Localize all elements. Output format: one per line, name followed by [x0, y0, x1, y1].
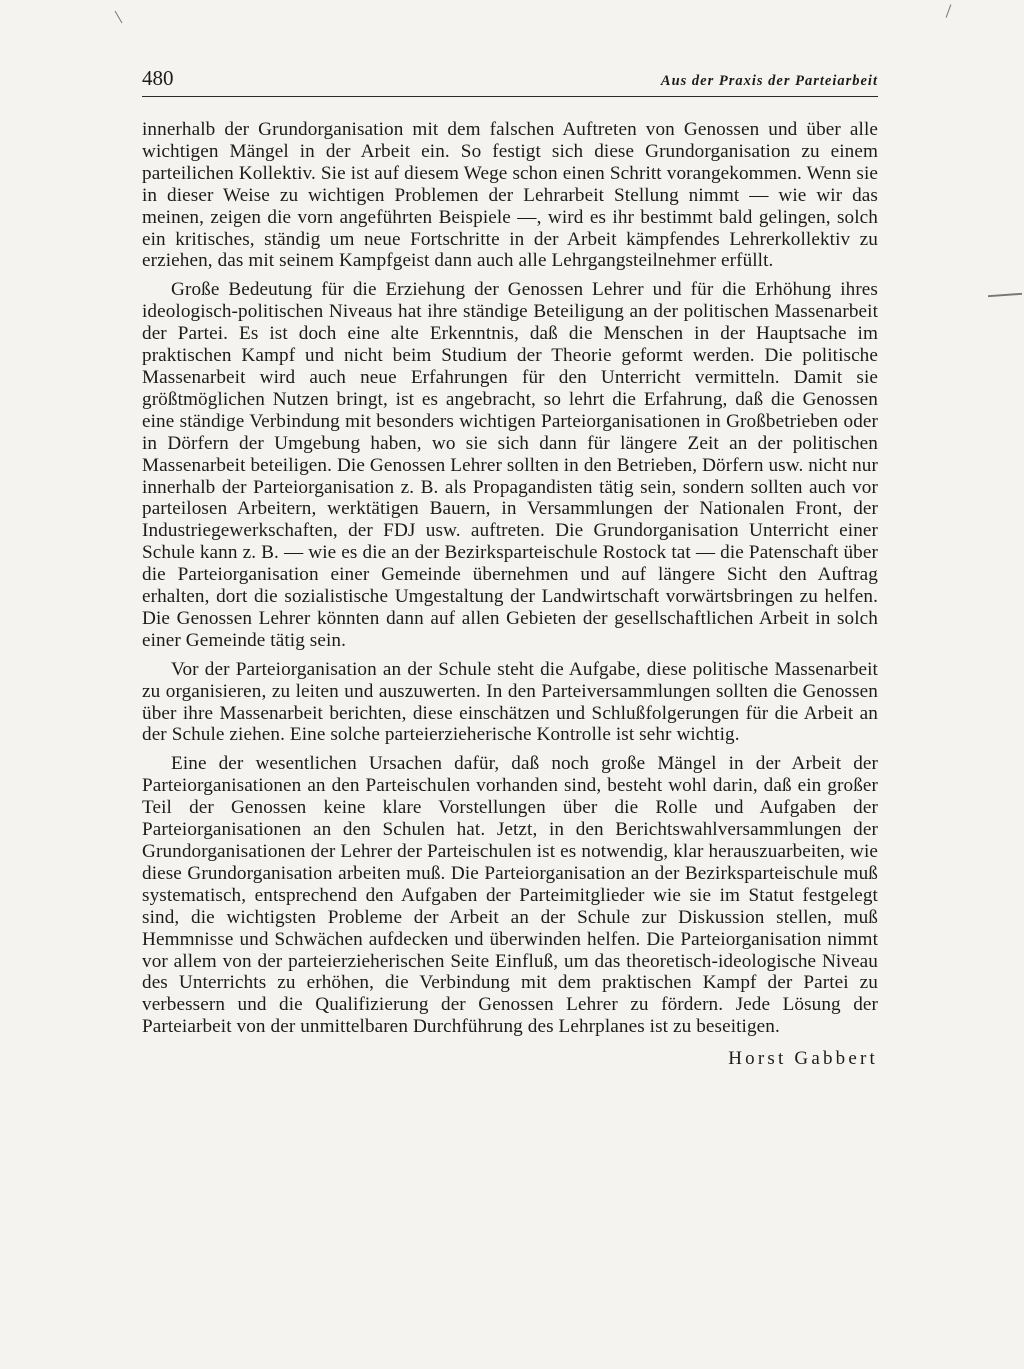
document-page: [142, 66, 878, 1070]
paragraph-3: Vor der Parteiorganisation an der Schule steht die Aufgabe, diese politische Massenarbeit zu organisieren, zu leiten und auszuwerten. In den Parteiversammlungen sollten die Genossen über ihre Massenarbeit berichten, diese einschätzen und Schlußfolgerungen für die Arbeit an der Schule ziehen. Eine solche parteierzieherische Kontrolle ist sehr wichtig.: [142, 658, 878, 746]
paragraph-1: innerhalb der Grundorganisation mit dem falschen Auftreten von Genossen und über alle wichtigen Mängel in der Arbeit ein. So festigt sich diese Grundorganisation zu einem parteilichen Kollektiv. Sie ist auf diesem Wege schon einen Schritt vorangekommen. Wenn sie in dieser Weise zu wichtigen Problemen der Lehrarbeit Stellung nimmt — wie wir das meinen, zeigen die vorn angeführten Beispiele —, wird es ihr bestimmt bald gelingen, solch ein kritisches, ständig um neue Fortschritte in der Arbeit kämpfendes Lehrerkollektiv zu erziehen, das mit seinem Kampfgeist dann auch alle Lehrgangsteilnehmer erfüllt.: [142, 119, 878, 272]
scan-mark: [988, 293, 1022, 297]
paragraph-2: Große Bedeutung für die Erziehung der Genossen Lehrer und für die Erhöhung ihres ideologisch-politischen Niveaus hat ihre ständige Beteiligung an der politischen Massenarbeit der Partei. Es ist doch eine alte Erkenntnis, daß die Menschen in der Hauptsache im praktischen Kampf und nicht beim Studium der Theorie geformt werden. Die politische Massenarbeit wird auch neue Erfahrungen für den Unterricht vermitteln. Damit sie größtmöglichen Nutzen bringt, ist es angebracht, so lehrt die Erfahrung, daß die Genossen eine ständige Verbindung mit besonders wichtigen Parteiorganisationen in Großbetrieben oder in Dörfern der Umgebung haben, wo sie sich dann für längere Zeit an der politischen Massenarbeit beteiligen. Die Genossen Lehrer sollten in den Betrieben, Dörfern usw. nicht nur innerhalb der Parteiorganisation z. B. als Propagandisten tätig sein, sondern sollten auch vor parteilosen Arbeitern, werktätigen Bauern, in Versammlungen der Nationalen Front, der Industriegewerkschaften, der FDJ usw. auftreten. Die Grundorganisation Unterricht einer Schule kann z. B. — wie es die an der Bezirksparteischule Rostock tat — die Patenschaft über die Parteiorganisation einer Gemeinde übernehmen und auf längere Sicht den Auftrag erhalten, dort die sozialistische Umgestaltung der Landwirtschaft vorwärtsbringen zu helfen. Die Genossen Lehrer könnten dann auf allen Gebieten der gesellschaftlichen Arbeit in solch einer Gemeinde tätig sein.: [142, 279, 878, 651]
article-body: [142, 119, 878, 1038]
author-signature: Horst Gabbert: [728, 1048, 878, 1070]
scan-mark: [115, 11, 123, 24]
running-head: Aus der Praxis der Parteiarbeit: [660, 73, 878, 89]
paragraph-4: Eine der wesentlichen Ursachen dafür, daß noch große Mängel in der Arbeit der Parteiorganisationen an den Parteischulen vorhanden sind, besteht wohl darin, daß ein großer Teil der Genossen keine klare Vorstellungen über die Rolle und Aufgaben der Parteiorganisationen an den Schulen hat. Jetzt, in den Berichtswahlversammlungen der Grundorganisationen der Lehrer der Parteischulen ist es notwendig, klar herauszuarbeiten, wie diese Grundorganisation arbeiten muß. Die Parteiorganisation an der Bezirksparteischule muß systematisch, entsprechend den Aufgaben der Parteimitglieder wie sie im Statut festgelegt sind, die wichtigsten Probleme der Arbeit an der Schule zur Diskussion stellen, muß Hemmnisse und Schwächen aufdecken und überwinden helfen. Die Parteiorganisation nimmt vor allem von der parteierzieherischen Seite Einfluß, um das theoretisch-ideologische Niveau des Unterrichts zu erhöhen, die Verbindung mit dem praktischen Kampf der Partei zu verbessern und die Qualifizierung der Genossen Lehrer zu fördern. Jede Lösung der Parteiarbeit von der unmittelbaren Durchführung des Lehrplanes ist zu beseitigen.: [142, 753, 878, 1038]
scan-mark: [946, 4, 952, 17]
page-number: 480: [142, 66, 174, 90]
page-header: [142, 66, 878, 97]
